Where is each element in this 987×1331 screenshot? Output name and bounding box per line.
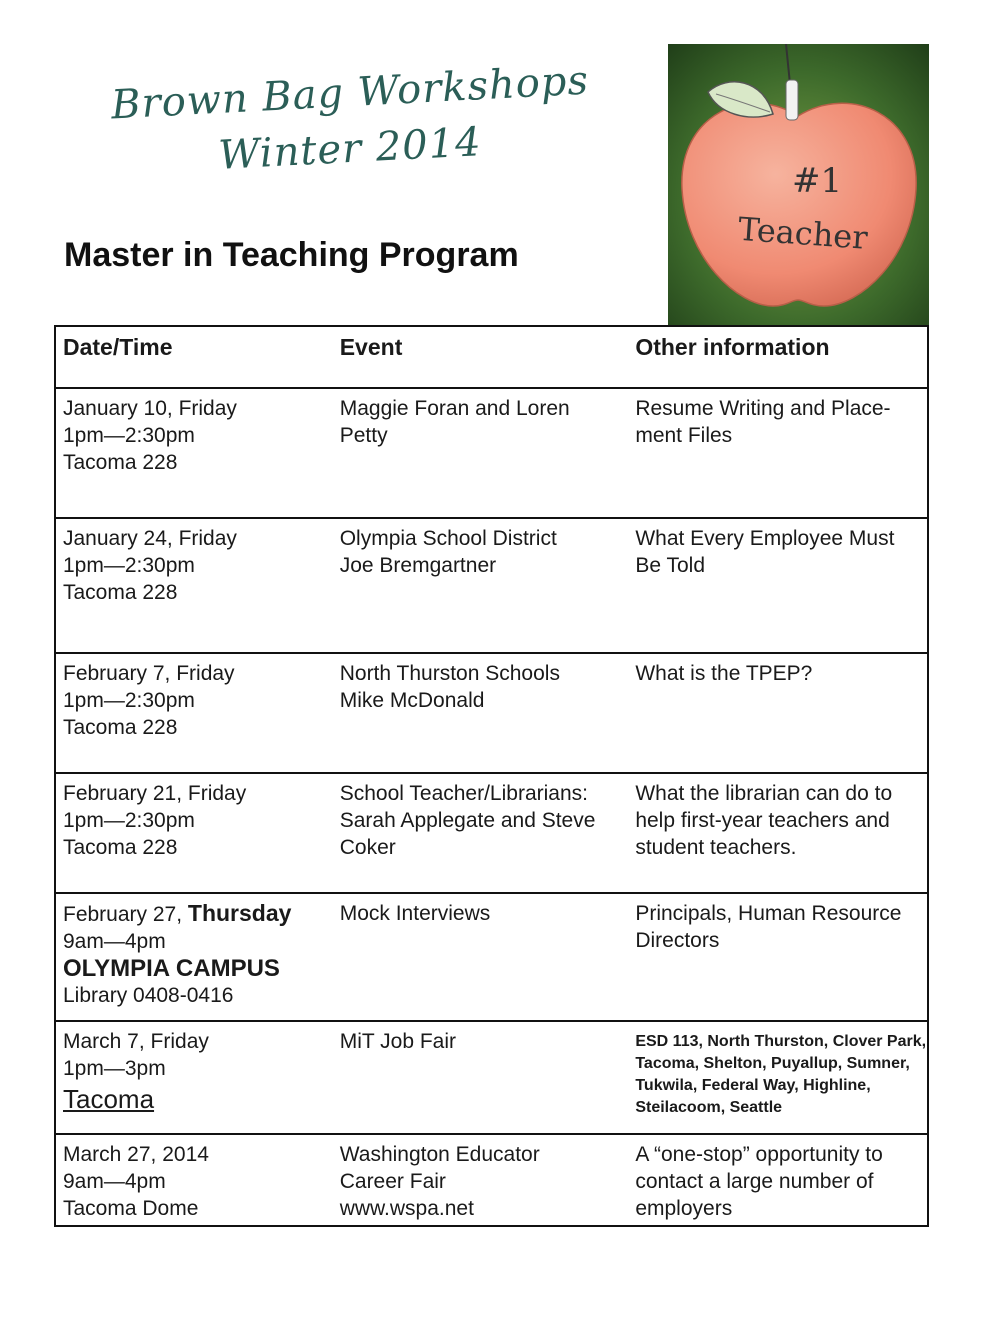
date-day: Thursday — [187, 900, 292, 926]
campus-text: OLYMPIA CAMPUS — [63, 955, 280, 982]
apple-teacher-image — [668, 44, 929, 326]
event-text: Mike McDonald — [339, 689, 485, 712]
event-cell — [334, 1021, 636, 1134]
info-text: Principals, Human Resource — [635, 902, 902, 925]
table-row — [55, 1021, 928, 1134]
time-text: 1pm—3pm — [63, 1057, 166, 1080]
event-text: Olympia School District — [339, 527, 557, 550]
event-text: MiT Job Fair — [339, 1030, 457, 1053]
event-text: Petty — [339, 424, 388, 447]
info-text: A “one-stop” opportunity to — [635, 1143, 883, 1166]
date-cell — [55, 893, 334, 1021]
location-text: Tacoma 228 — [63, 451, 178, 474]
date-text: February 7, Friday — [63, 662, 235, 685]
event-text: Joe Bremgartner — [339, 554, 497, 577]
event-text: School Teacher/Librarians: — [339, 782, 588, 805]
time-text: 9am—4pm — [63, 930, 166, 953]
time-text: 1pm—2:30pm — [63, 689, 195, 712]
info-text: employers — [635, 1197, 733, 1220]
date-cell — [55, 1134, 334, 1226]
time-text: 9am—4pm — [63, 1170, 166, 1193]
event-cell — [334, 653, 636, 773]
table-row — [55, 893, 928, 1021]
event-text: Maggie Foran and Loren — [339, 397, 570, 420]
schedule-table — [54, 325, 929, 1227]
event-text: Coker — [339, 836, 396, 859]
event-cell — [334, 1134, 636, 1226]
date-cell — [55, 1021, 334, 1134]
info-text: What the librarian can do to — [635, 782, 893, 805]
info-text: What is the TPEP? — [635, 662, 813, 685]
apple-text-2: Teacher — [736, 209, 869, 257]
info-text: Resume Writing and Place- — [635, 397, 891, 420]
date-text: January 10, Friday — [63, 397, 237, 420]
title-line-2: Winter 2014 — [217, 119, 483, 179]
date-text — [63, 900, 334, 928]
table-row — [55, 653, 928, 773]
event-cell — [334, 388, 636, 518]
header-other-information: Other information — [635, 326, 928, 388]
info-text: Be Told — [635, 554, 705, 577]
info-text: What Every Employee Must — [635, 527, 895, 550]
event-cell — [334, 773, 636, 893]
info-text: ment Files — [635, 424, 733, 447]
event-link-text: www.wspa.net — [339, 1197, 474, 1220]
date-prefix: February 27, — [63, 903, 188, 926]
info-cell — [635, 388, 928, 518]
employer-list: ESD 113, North Thurston, Clover Park, Tacoma, Shelton, Puyallup, Sumner, Tukwila, Federal Way, Highline, Steilacoom, Seattle — [635, 1033, 927, 1116]
event-text: North Thurston Schools — [339, 662, 560, 685]
date-cell — [55, 518, 334, 653]
location-text: Tacoma 228 — [63, 716, 178, 739]
table-header-row — [55, 326, 928, 388]
event-text: Sarah Applegate and Steve — [339, 809, 596, 832]
info-text: help first-year teachers and — [635, 809, 890, 832]
time-text: 1pm—2:30pm — [63, 809, 195, 832]
info-text: Directors — [635, 929, 720, 952]
table-row — [55, 1134, 928, 1226]
date-cell — [55, 773, 334, 893]
table-row — [55, 388, 928, 518]
event-cell — [334, 893, 636, 1021]
event-cell — [334, 518, 636, 653]
location-text: Tacoma Dome — [63, 1197, 199, 1220]
event-text: Mock Interviews — [339, 902, 491, 925]
room-text: Library 0408-0416 — [63, 984, 234, 1007]
date-text: March 7, Friday — [63, 1030, 209, 1053]
info-cell — [635, 518, 928, 653]
time-text: 1pm—2:30pm — [63, 424, 195, 447]
info-cell — [635, 893, 928, 1021]
time-text: 1pm—2:30pm — [63, 554, 195, 577]
info-cell — [635, 1134, 928, 1226]
date-text: February 21, Friday — [63, 782, 247, 805]
info-text: student teachers. — [635, 836, 797, 859]
info-cell — [635, 653, 928, 773]
info-cell — [635, 1021, 928, 1134]
location-text: Tacoma — [63, 1084, 155, 1114]
date-text: March 27, 2014 — [63, 1143, 209, 1166]
event-text: Washington Educator — [339, 1143, 540, 1166]
table-row — [55, 773, 928, 893]
info-text: contact a large number of — [635, 1170, 874, 1193]
program-title: Master in Teaching Program — [64, 236, 519, 274]
location-text: Tacoma 228 — [63, 581, 178, 604]
apple-text-1: #1 — [792, 161, 843, 201]
header-date-time: Date/Time — [55, 326, 334, 388]
location-text: Tacoma 228 — [63, 836, 178, 859]
date-cell — [55, 653, 334, 773]
title-line-1: Brown Bag Workshops — [110, 57, 590, 129]
info-cell — [635, 773, 928, 893]
header-event: Event — [334, 326, 636, 388]
date-text: January 24, Friday — [63, 527, 237, 550]
event-text: Career Fair — [339, 1170, 446, 1193]
date-cell — [55, 388, 334, 518]
table-row — [55, 518, 928, 653]
